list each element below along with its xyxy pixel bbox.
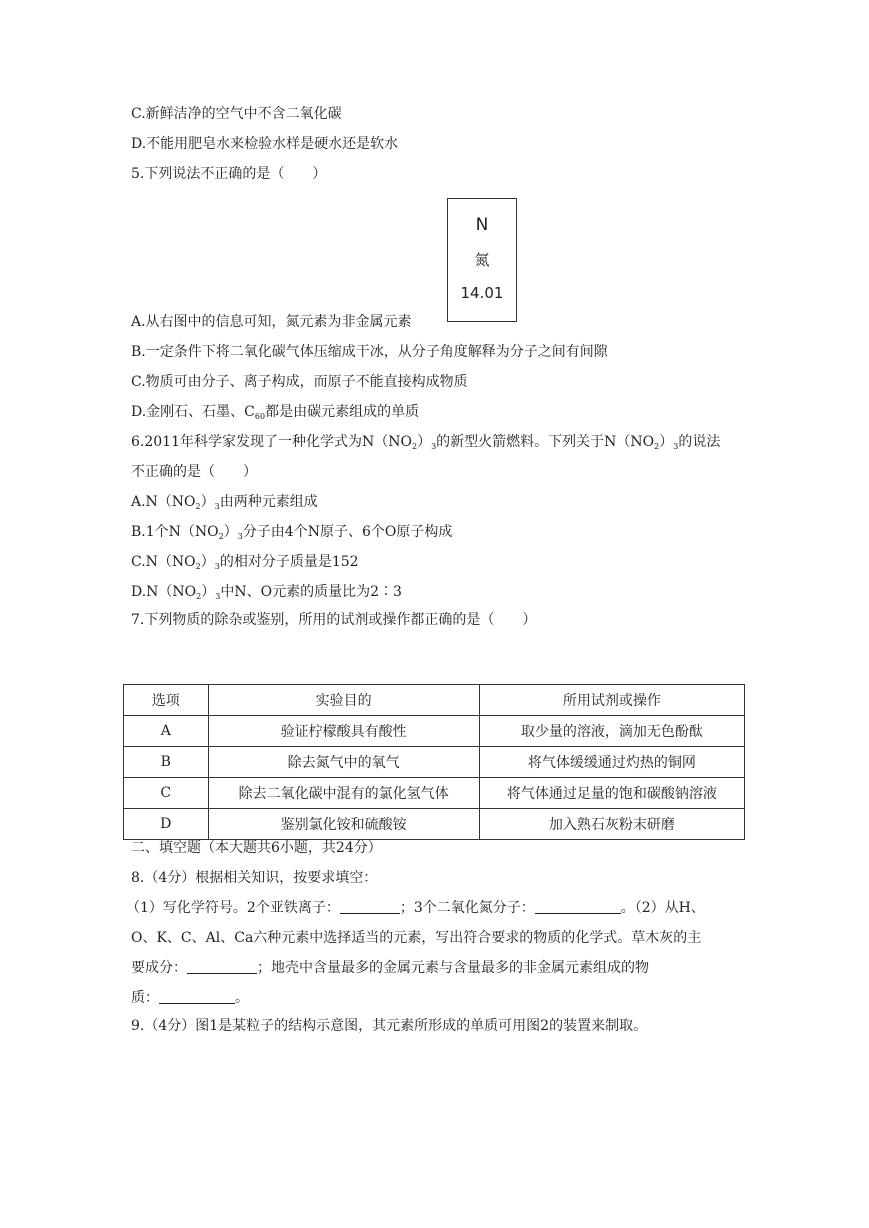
table-cell: B [124,747,209,778]
q5-option-c: C.物质可由分子、离子构成，而原子不能直接构成物质 [131,374,468,390]
q4-option-d: D.不能用肥皂水来检验水样是硬水还是软水 [131,136,399,152]
table-row [124,778,745,809]
table-cell: 加入熟石灰粉末研磨 [479,809,744,840]
table-row [124,716,745,747]
section-title: 二、填空题（本大题共6小题，共24分） [131,840,382,856]
table-header-cell: 选项 [124,685,209,716]
q5-option-a: A.从右图中的信息可知，氮元素为非金属元素 [131,314,412,330]
q6-option-b: B.1个$N(NO_2)_3$分子由4个N原子、6个O原子构成 [131,524,453,541]
element-name: 氮 [474,251,490,269]
q6-option-d: $D.N(NO_2)_3$中N、O元素的质量比为2∶3 [131,584,402,601]
q6-stem-line2: 不正确的是（ ） [131,464,257,480]
table-cell: A [124,716,209,747]
answer-blank[interactable] [340,899,400,914]
element-atomic-mass: 14.01 [460,284,504,302]
element-symbol: N [475,215,489,235]
table-cell: 将气体通过足量的饱和碳酸钠溶液 [479,778,744,809]
table-cell: 将气体缓缓通过灼热的铜网 [479,747,744,778]
answer-blank[interactable] [159,989,235,1004]
q4-option-c: C.新鲜洁净的空气中不含二氧化碳 [131,106,342,122]
table-cell: 鉴别氯化铵和硫酸铵 [208,809,479,840]
q7-stem: 7.下列物质的除杂或鉴别，所用的试剂或操作都正确的是（ ） [131,612,537,628]
table-header-row [124,685,745,716]
table-cell: 除去二氧化碳中混有的氯化氢气体 [208,778,479,809]
element-card-nitrogen [447,198,517,322]
q5-stem: 5.下列说法不正确的是（ ） [131,166,327,182]
table-header-cell: 实验目的 [208,685,479,716]
table-row [124,747,745,778]
table-row [124,809,745,840]
q6-option-c: $C.N(NO_2)_3$的相对分子质量是152 [131,554,359,571]
table-cell: 验证柠檬酸具有酸性 [208,716,479,747]
table-cell: D [124,809,209,840]
q7-options-table [123,684,745,840]
q8-line1: （1）写化学符号。2个亚铁离子： ；3个二氧化氮分子： 。（2）从H、 [126,900,705,916]
q6-stem-line1: 6.2011年科学家发现了一种化学式为$N(NO_2)_3$的新型火箭燃料。下列关于$N(NO_2)_3$的说法 [131,434,721,451]
q8-line3: 要成分： ；地壳中含量最多的金属元素与含量最多的非金属元素组成的物 [131,960,649,976]
q8-line4: 质： 。 [131,990,249,1006]
q5-option-b: B.一定条件下将二氧化碳气体压缩成干冰，从分子角度解释为分子之间有间隙 [131,344,608,360]
table-cell: C [124,778,209,809]
answer-blank[interactable] [535,899,621,914]
q9-stem: 9.（4分）图1是某粒子的结构示意图，其元素所形成的单质可用图2的装置来制取。 [131,1018,648,1034]
table-cell: 取少量的溶液，滴加无色酚酞 [479,716,744,747]
table-cell: 除去氮气中的氧气 [208,747,479,778]
answer-blank[interactable] [187,959,257,974]
q8-line2: O、K、C、Al、Ca六种元素中选择适当的元素，写出符合要求的物质的化学式。草木灰的主 [131,930,702,946]
q6-option-a: $A.N(NO_2)_3$由两种元素组成 [131,494,318,511]
q8-stem: 8.（4分）根据相关知识，按要求填空： [131,870,378,886]
q5-option-d: D.金刚石、石墨、$C_{60}$都是由碳元素组成的单质 [131,404,420,421]
table-header-cell: 所用试剂或操作 [479,685,744,716]
